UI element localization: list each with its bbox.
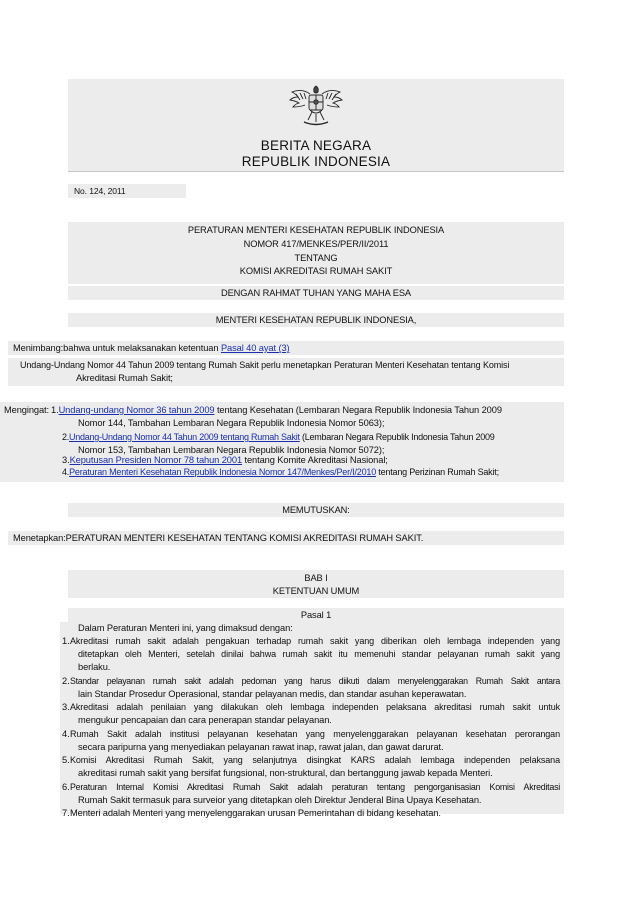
mengingat-item-2 [62, 431, 495, 444]
definition-4-num: 4. [62, 729, 70, 739]
menetapkan-text: PERATURAN MENTERI KESEHATAN TENTANG KOMISI AKREDITASI RUMAH SAKIT. [65, 533, 424, 543]
minister-line: MENTERI KESEHATAN REPUBLIK INDONESIA, [215, 315, 417, 325]
definition-5-line1: Komisi Akreditasi Rumah Sakit, yang selanjutnya disingkat KARS adalah lembaga independen pelaksana [70, 755, 560, 765]
definition-7-line1: Menteri adalah Menteri yang menyelenggarakan urusan Pemerintahan di bidang kesehatan. [70, 808, 441, 818]
mengingat-item-4 [62, 466, 499, 479]
definition-3-line1: Akreditasi adalah penilaian yang dilakukan oleh lembaga independen pelaksana akreditasi rumah sakit untuk [70, 702, 560, 712]
mengingat-item-1 [51, 404, 502, 417]
mengingat-item-1-cont: Nomor 144, Tambahan Lembaran Negara Republik Indonesia Nomor 5063); [78, 418, 385, 428]
definition-2-line2: lain Standar Prosedur Operasional, standar pelayanan medis, dan standar asuhan keperawatan. [78, 689, 467, 699]
keppres-78-2001-link[interactable]: Keputusan Presiden Nomor 78 tahun 2001 [69, 455, 243, 465]
mengingat-item-2-cont: Nomor 153, Tambahan Lembaran Negara Republik Indonesia Nomor 5072); [78, 445, 385, 455]
regulation-line3: TENTANG [294, 253, 338, 263]
menimbang-label: Menimbang: [13, 343, 64, 353]
definition-3-num: 3. [62, 702, 70, 712]
regulation-line1: PERATURAN MENTERI KESEHATAN REPUBLIK INDONESIA [187, 225, 445, 235]
regulation-line4: KOMISI AKREDITASI RUMAH SAKIT [239, 266, 393, 276]
definition-6-line1: Peraturan Internal Komisi Akreditasi Rumah Sakit adalah peraturan tentang pengorganisasian Komisi Akreditasi [70, 782, 560, 792]
gazette-number: No. 124, 2011 [74, 186, 126, 196]
bab-title: BAB I [304, 573, 328, 583]
definition-5-line2: akreditasi rumah sakit yang bersifat fungsional, non-struktural, dan bertanggung jawab kepada Menteri. [78, 768, 493, 778]
mengingat-item-4-text: tentang Perizinan Rumah Sakit; [376, 467, 499, 477]
definition-1-line2: ditetapkan oleh Menteri, setelah dinilai bahwa rumah sakit itu memenuhi standar pelayanan rumah sakit yang [78, 649, 560, 659]
definition-7-num: 7. [62, 808, 70, 818]
mengingat-item-2-text: (Lembaran Negara Republik Indonesia Tahun 2009 [299, 432, 495, 442]
uu-44-2009-link[interactable]: Undang-Undang Nomor 44 Tahun 2009 tentang Rumah Sakit [69, 432, 300, 442]
menetapkan-row [13, 532, 423, 545]
definition-2-num: 2. [62, 676, 70, 686]
memutuskan-heading: MEMUTUSKAN: [282, 505, 350, 515]
uu-36-2009-link[interactable]: Undang-undang Nomor 36 tahun 2009 [58, 405, 215, 415]
menimbang-row [13, 342, 290, 355]
definition-5-num: 5. [62, 755, 70, 765]
menimbang-line3: Akreditasi Rumah Sakit; [76, 373, 173, 383]
definition-2-line1: Standar pelayanan rumah sakit adalah pedoman yang harus diikuti dalam menyelenggarakan Rumah Sakit antara [70, 676, 560, 686]
pasal-40-link[interactable]: Pasal 40 ayat (3) [220, 343, 290, 353]
pasal-intro: Dalam Peraturan Menteri ini, yang dimaksud dengan: [78, 623, 293, 633]
definition-4-line1: Rumah Sakit adalah institusi pelayanan kesehatan yang menyelenggarakan pelayanan kesehatan perorangan [70, 729, 560, 739]
header-title-line2: REPUBLIK INDONESIA [241, 154, 391, 169]
definition-3-line2: mengukur pencapaian dan cara penerapan standar pelayanan. [78, 715, 332, 725]
pasal-heading: Pasal 1 [300, 610, 332, 620]
mengingat-item-1-text: tentang Kesehatan (Lembaran Negara Republik Indonesia Tahun 2009 [214, 405, 502, 415]
menetapkan-label: Menetapkan: [13, 533, 66, 543]
menimbang-line2: Undang-Undang Nomor 44 Tahun 2009 tentang Rumah Sakit perlu menetapkan Peraturan Menteri Kesehatan tentang Komisi [20, 360, 510, 370]
definition-6-line2: Rumah Sakit termasuk para surveior yang ditetapkan oleh Direktur Jenderal Bina Upaya Kesehatan. [78, 795, 482, 805]
mengingat-label: Mengingat: [4, 405, 49, 415]
definition-1-num: 1. [62, 636, 70, 646]
grace-line: DENGAN RAHMAT TUHAN YANG MAHA ESA [220, 288, 412, 298]
definition-1-line3: berlaku. [78, 662, 111, 672]
permenkes-147-2010-link[interactable]: Peraturan Menteri Kesehatan Republik Indonesia Nomor 147/Menkes/Per/I/2010 [69, 467, 376, 477]
header-title-line1: BERITA NEGARA [260, 138, 372, 153]
mengingat-item-3-num: 3. [62, 455, 70, 465]
mengingat-item-4-num: 4. [62, 467, 70, 477]
header-divider [68, 171, 564, 172]
menimbang-text: bahwa untuk melaksanakan ketentuan [63, 343, 221, 353]
definition-6-num: 6. [62, 782, 70, 792]
definition-1-line1: Akreditasi rumah sakit adalah pengakuan terhadap rumah sakit yang diberikan oleh lembaga independen yang [70, 636, 560, 646]
mengingat-item-2-num: 2. [62, 432, 70, 442]
mengingat-item-1-num: 1. [51, 405, 59, 415]
definition-4-line2: secara paripurna yang menyediakan pelayanan rawat inap, rawat jalan, dan gawat darurat. [78, 742, 444, 752]
bab-subtitle: KETENTUAN UMUM [272, 586, 360, 596]
garuda-emblem-icon [286, 82, 346, 130]
mengingat-item-3-text: tentang Komite Akreditasi Nasional; [242, 455, 388, 465]
regulation-line2: NOMOR 417/MENKES/PER/II/2011 [243, 239, 389, 249]
